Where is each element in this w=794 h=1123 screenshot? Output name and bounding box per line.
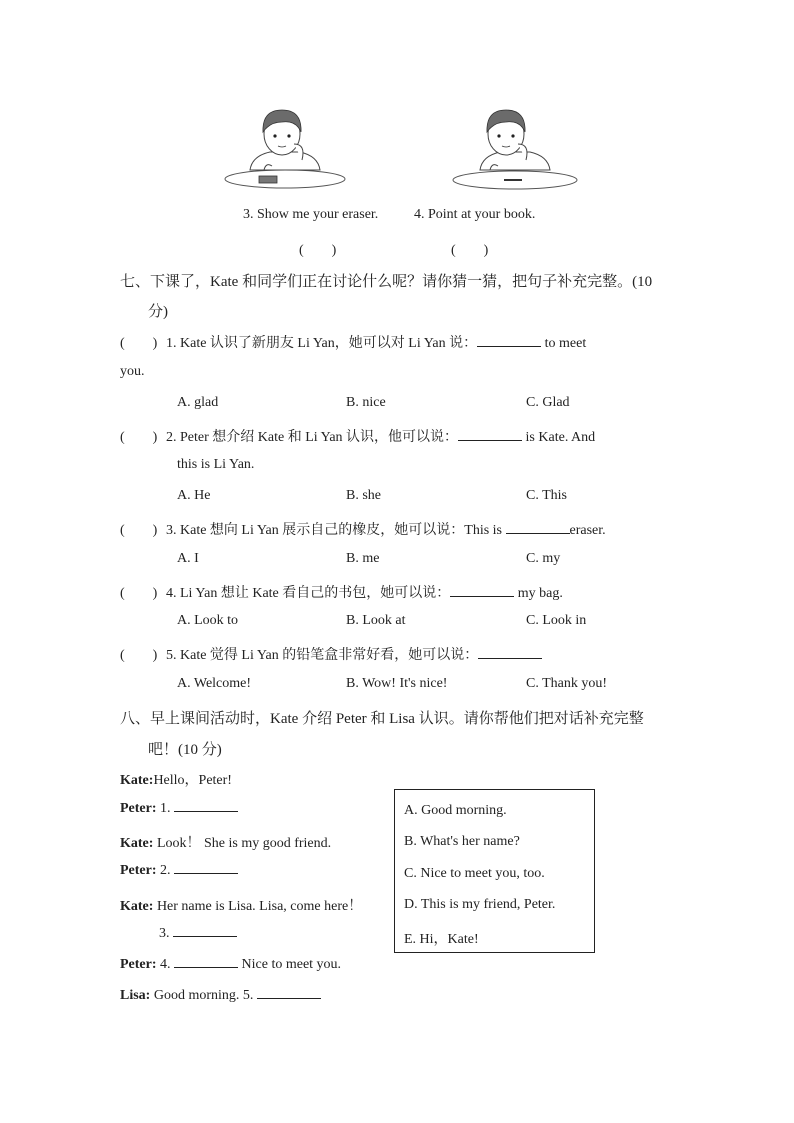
q4-stem: 4. Li Yan 想让 Kate 看自己的书包，她可以说： [166, 586, 451, 601]
box-option-e[interactable]: E. Hi，Kate! [404, 932, 479, 947]
q1-blank[interactable] [477, 345, 541, 347]
q2-option-a[interactable]: A. He [177, 488, 211, 503]
dialog-text: Nice to meet you. [241, 957, 342, 972]
dialog-text: Look！ She is my good friend. [156, 836, 332, 851]
q3-option-a[interactable]: A. I [177, 551, 199, 566]
dialog-blank-4[interactable] [174, 966, 238, 968]
q5-blank[interactable] [478, 657, 542, 659]
q2-stem: 2. Peter 想介绍 Kate 和 Li Yan 认识，他可以说： [166, 430, 459, 445]
q1-option-c[interactable]: C. Glad [526, 395, 570, 410]
box-option-d[interactable]: D. This is my friend, Peter. [404, 897, 556, 912]
q1-stem: 1. Kate 认识了新朋友 Li Yan，她可以对 Li Yan 说： [166, 336, 478, 351]
q3-paren[interactable]: ( ) [120, 523, 158, 538]
speaker-kate: Kate: [120, 773, 154, 788]
q3-option-c[interactable]: C. my [526, 551, 561, 566]
blank-number: 5. [242, 988, 254, 1003]
q1-option-a[interactable]: A. glad [177, 395, 219, 410]
picture-caption-4: 4. Point at your book. [414, 207, 536, 222]
dialog-blank-3[interactable] [173, 935, 237, 937]
q1-text [166, 332, 586, 352]
speaker-kate: Kate: [120, 836, 154, 851]
q3-option-b[interactable]: B. me [346, 551, 380, 566]
blank-number: 2. [160, 863, 171, 878]
box-option-b[interactable]: B. What's her name? [404, 834, 520, 849]
q5-option-b[interactable]: B. Wow! It's nice! [346, 676, 448, 691]
q2-text [166, 426, 595, 446]
q2-option-c[interactable]: C. This [526, 488, 567, 503]
dialog-line-8 [120, 988, 321, 1004]
speaker-peter: Peter: [120, 957, 157, 972]
answer-bracket-left[interactable]: ( ) [299, 243, 337, 258]
boy-with-pencil-illustration [450, 104, 580, 192]
dialog-line-2 [120, 801, 238, 817]
dialog-text: Good morning. [153, 988, 240, 1003]
speaker-kate: Kate: [120, 899, 154, 914]
q4-option-c[interactable]: C. Look in [526, 613, 587, 628]
q4-blank[interactable] [450, 595, 514, 597]
section8-title-cont: 吧！(10 分) [148, 742, 222, 758]
speaker-peter: Peter: [120, 801, 157, 816]
q5-text [166, 644, 542, 664]
q3-after: eraser. [569, 523, 606, 538]
box-option-c[interactable]: C. Nice to meet you, too. [404, 866, 545, 881]
dialog-line-7 [120, 957, 341, 973]
dialog-blank-5[interactable] [257, 997, 321, 999]
q1-cont: you. [120, 364, 145, 379]
q5-stem: 5. Kate 觉得 Li Yan 的铅笔盒非常好看，她可以说： [166, 648, 479, 663]
dialog-blank-2[interactable] [174, 872, 238, 874]
q3-text [166, 519, 606, 539]
q4-text [166, 582, 563, 602]
dialog-line-6 [159, 926, 237, 942]
q1-option-b[interactable]: B. nice [346, 395, 386, 410]
q5-option-c[interactable]: C. Thank you! [526, 676, 608, 691]
q2-paren[interactable]: ( ) [120, 430, 158, 445]
section7-title-cont: 分) [148, 304, 168, 320]
boy-with-eraser-illustration [220, 104, 350, 192]
q4-option-a[interactable]: A. Look to [177, 613, 239, 628]
q1-after: to meet [544, 336, 587, 351]
q3-stem: 3. Kate 想向 Li Yan 展示自己的橡皮，她可以说：This is [166, 523, 502, 538]
dialog-text: Her name is Lisa. Lisa, come here！ [156, 899, 363, 914]
dialog-blank-1[interactable] [174, 810, 238, 812]
q2-blank[interactable] [458, 439, 522, 441]
picture-caption-3: 3. Show me your eraser. [243, 207, 379, 222]
dialog-line-5 [120, 895, 362, 915]
speaker-peter: Peter: [120, 863, 157, 878]
dialog-text: Hello，Peter! [153, 773, 232, 788]
blank-number: 4. [160, 957, 171, 972]
blank-number: 3. [159, 926, 170, 941]
q5-paren[interactable]: ( ) [120, 648, 158, 663]
box-option-a[interactable]: A. Good morning. [404, 803, 507, 818]
q4-paren[interactable]: ( ) [120, 586, 158, 601]
dialog-line-1 [120, 769, 232, 789]
speaker-lisa: Lisa: [120, 988, 151, 1003]
dialog-line-4 [120, 863, 238, 879]
q1-paren[interactable]: ( ) [120, 336, 158, 351]
section7-title: 七、下课了，Kate 和同学们正在讨论什么呢？请你猜一猜，把句子补充完整。(10 [120, 274, 653, 290]
q4-option-b[interactable]: B. Look at [346, 613, 406, 628]
q2-option-b[interactable]: B. she [346, 488, 381, 503]
q2-after: is Kate. And [525, 430, 596, 445]
dialog-line-3 [120, 832, 331, 852]
q3-blank[interactable] [506, 532, 570, 534]
q5-option-a[interactable]: A. Welcome! [177, 676, 252, 691]
blank-number: 1. [160, 801, 171, 816]
q4-after: my bag. [517, 586, 563, 601]
q2-cont: this is Li Yan. [177, 457, 255, 472]
section8-title: 八、早上课间活动时，Kate 介绍 Peter 和 Lisa 认识。请你帮他们把对话补充完整 [120, 711, 644, 727]
answer-bracket-right[interactable]: ( ) [451, 243, 489, 258]
